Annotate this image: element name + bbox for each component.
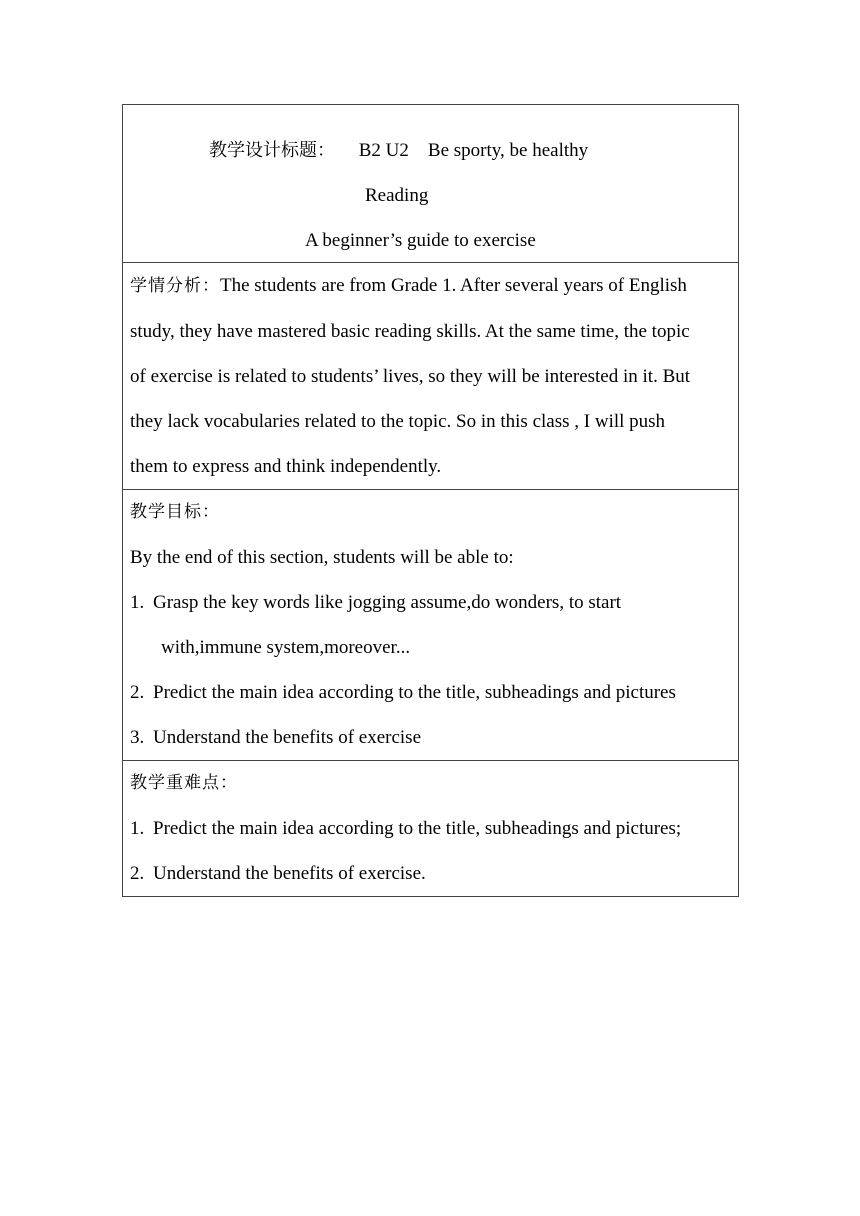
difficulty-text: Understand the benefits of exercise. [153,863,426,884]
goal-text: Predict the main idea according to the title, subheadings and pictures [153,682,676,703]
analysis-line: of exercise is related to students’ lives, so they will be interested in it. But [130,366,691,387]
difficulty-item [130,806,731,851]
student-analysis-cell [123,263,738,489]
difficulties-label: 教学重难点： [130,773,238,793]
key-difficulties-row [123,761,738,896]
unit-title: Be sporty, be healthy [427,140,589,161]
title-label: 教学设计标题： [209,140,335,161]
lesson-plan-table [122,104,739,897]
goal-number: 3. [130,727,145,748]
section-name: Reading [365,185,429,206]
difficulty-item [130,851,731,896]
analysis-text: The students are from Grade 1. After several years of English [220,275,687,296]
title-row [123,105,738,263]
goal-item [130,580,731,625]
goal-item [130,715,731,760]
analysis-line: study, they have mastered basic reading skills. At the same time, the topic [130,321,690,342]
goal-item [130,670,731,715]
teaching-goals-row [123,490,738,761]
analysis-line [130,263,731,309]
goal-number: 2. [130,682,145,703]
lesson-title: A beginner’s guide to exercise [305,230,536,251]
student-analysis-row [123,263,738,490]
difficulty-number: 2. [130,863,145,884]
goals-intro: By the end of this section, students will be able to: [130,547,514,568]
analysis-label: 学情分析： [130,276,220,296]
analysis-line: them to express and think independently. [130,456,442,477]
goal-text: Understand the benefits of exercise [153,727,422,748]
unit-code: B2 U2 [358,140,409,161]
goal-text: Grasp the key words like jogging assume,do wonders, to start [153,592,622,613]
analysis-line: they lack vocabularies related to the topic. So in this class , I will push [130,411,666,432]
title-line [209,139,588,163]
teaching-goals-cell [123,490,738,760]
goal-item-continuation: with,immune system,moreover... [161,637,411,658]
key-difficulties-cell [123,761,738,896]
difficulty-text: Predict the main idea according to the title, subheadings and pictures; [153,818,682,839]
goals-label: 教学目标： [130,502,220,522]
goal-number: 1. [130,592,145,613]
difficulty-number: 1. [130,818,145,839]
